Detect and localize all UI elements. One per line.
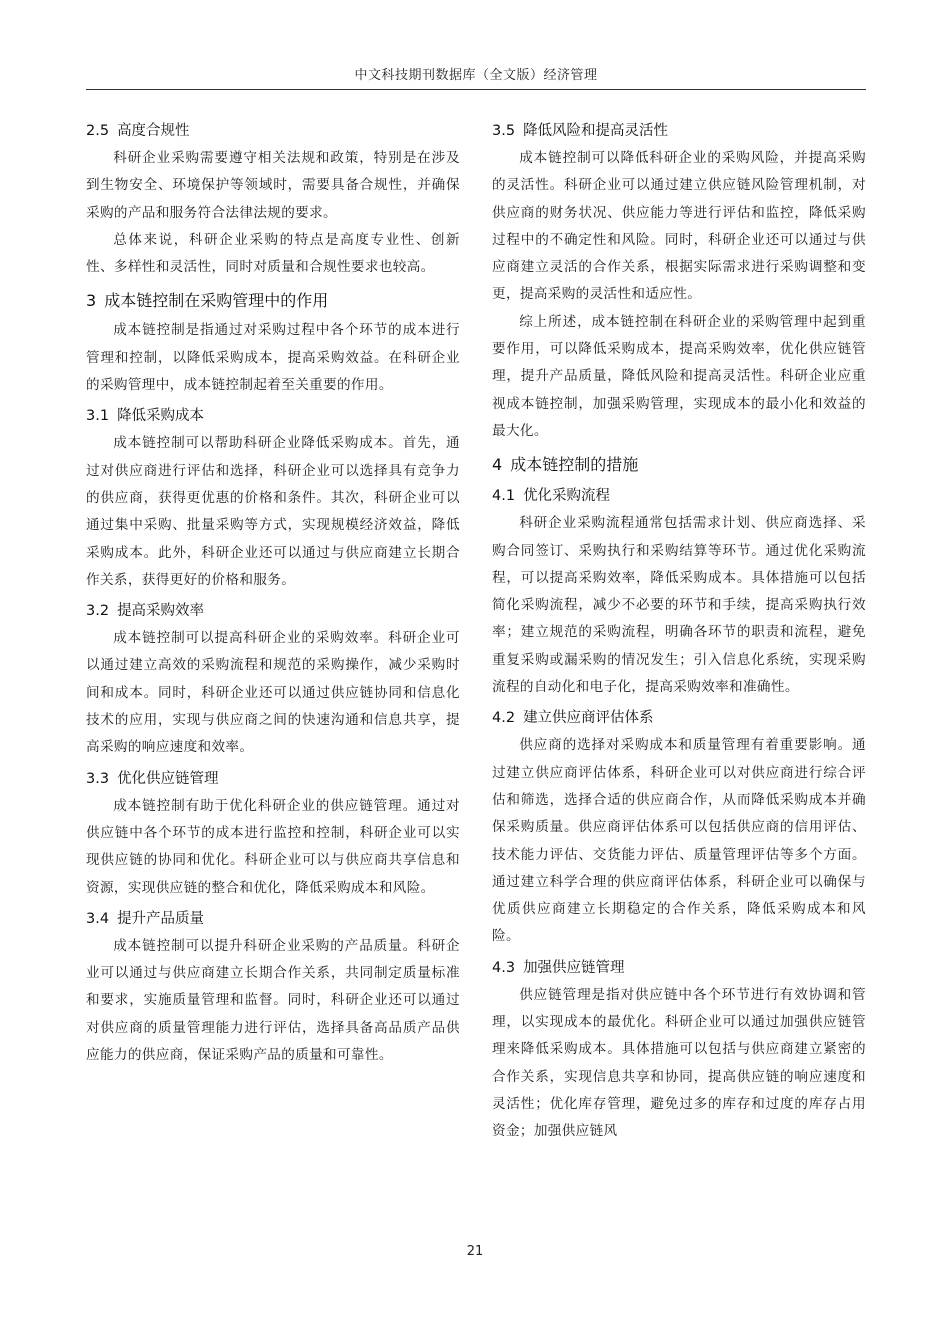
section-4-1-heading [492,483,866,509]
section-title: 加强供应链管理 [523,959,625,976]
section-title: 降低风险和提高灵活性 [523,123,669,139]
paragraph: 综上所述，成本链控制在科研企业的采购管理中起到重要作用，可以降低采购成本，提高采购效率，优化供应链管理，提升产品质量，降低风险和提高灵活性。科研企业应重视成本链控制，加强采购管理，实现成本的最小化和效益的最大化。 [492,313,866,439]
section-3-2-heading [86,598,460,624]
right-column [492,118,866,1146]
section-number: 2.5 [86,123,110,139]
section-number: 3.1 [86,408,110,425]
paragraph: 成本链控制有助于优化科研企业的供应链管理。通过对供应链中各个环节的成本进行监控和控制，科研企业可以实现供应链的协同和优化。科研企业可以与供应商共享信息和资源，实现供应链的整合和优化，降低采购成本和风险。 [86,797,460,896]
section-title: 建立供应商评估体系 [523,710,654,727]
paragraph: 总体来说，科研企业采购的特点是高度专业性、创新性、多样性和灵活性，同时对质量和合规性要求也较高。 [86,231,460,276]
section-title: 提升产品质量 [117,910,205,927]
section-2-5-heading [86,118,460,144]
section-title: 优化供应链管理 [117,770,219,787]
section-title: 高度合规性 [117,123,190,139]
section-number: 3.5 [492,123,516,139]
section-3-heading [86,287,460,315]
paragraph: 科研企业采购需要遵守相关法规和政策，特别是在涉及到生物安全、环境保护等领域时，需要具备合规性，并确保采购的产品和服务符合法律法规的要求。 [86,150,460,221]
section-number: 4.3 [492,959,516,976]
left-column [86,118,460,1069]
section-4-2-heading [492,705,866,731]
section-4-heading [492,451,866,479]
paragraph: 成本链控制可以提升科研企业采购的产品质量。科研企业可以通过与供应商建立长期合作关系，共同制定质量标准和要求，实施质量管理和监督。同时，科研企业还可以通过对供应商的质量管理能力进行评估，选择具备高品质产品供应能力的供应商，保证采购产品的质量和可靠性。 [86,937,460,1064]
paragraph: 科研企业采购流程通常包括需求计划、供应商选择、采购合同签订、采购执行和采购结算等环节。通过优化采购流程，可以提高采购效率，降低采购成本。具体措施可以包括简化采购流程，减少不必要的环节和手续，提高采购执行效率；建立规范的采购流程，明确各环节的职责和流程，避免重复采购或漏采购的情况发生；引入信息化系统，实现采购流程的自动化和电子化，提高采购效率和准确性。 [492,515,866,696]
section-3-1-heading [86,403,460,429]
section-title: 降低采购成本 [117,408,205,425]
paragraph: 供应商的选择对采购成本和质量管理有着重要影响。通过建立供应商评估体系，科研企业可以对供应商进行综合评估和筛选，选择合适的供应商合作，从而降低采购成本并确保采购质量。供应商评估体系可以包括供应商的信用评估、技术能力评估、交货能力评估、质量管理评估等多个方面。通过建立科学合理的供应商评估体系，科研企业可以确保与优质供应商建立长期稳定的合作关系，降低采购成本和风险。 [492,737,866,945]
paragraph: 供应链管理是指对供应链中各个环节进行有效协调和管理，以实现成本的最优化。科研企业可以通过加强供应链管理来降低采购成本。具体措施可以包括与供应商建立紧密的合作关系，实现信息共享和协同，提高供应链的响应速度和灵活性；优化库存管理，避免过多的库存和过度的库存占用资金；加强供应链风 [492,986,866,1140]
section-title: 提高采购效率 [117,603,205,620]
paragraph: 成本链控制可以降低科研企业的采购风险，并提高采购的灵活性。科研企业可以通过建立供应链风险管理机制，对供应商的财务状况、供应能力等进行评估和监控，降低采购过程中的不确定性和风险。同时，科研企业还可以通过与供应商建立灵活的合作关系，根据实际需求进行采购调整和变更，提高采购的灵活性和适应性。 [492,150,866,303]
section-number: 3.2 [86,603,110,620]
section-title: 成本链控制在采购管理中的作用 [104,291,329,311]
header-divider [86,89,866,90]
page-number: 21 [466,1244,484,1259]
section-number: 4.2 [492,710,516,727]
section-number: 4.1 [492,488,516,505]
section-number: 3.4 [86,910,110,927]
section-number: 4 [492,455,503,475]
section-title: 成本链控制的措施 [510,455,639,475]
section-3-5-heading [492,118,866,144]
section-4-3-heading [492,955,866,981]
section-3-3-heading [86,766,460,792]
section-3-4-heading [86,906,460,932]
journal-header: 中文科技期刊数据库（全文版）经济管理 [354,68,598,83]
paragraph: 成本链控制是指通过对采购过程中各个环节的成本进行管理和控制，以降低采购成本，提高采购效益。在科研企业的采购管理中，成本链控制起着至关重要的作用。 [86,322,460,394]
paragraph: 成本链控制可以提高科研企业的采购效率。科研企业可以通过建立高效的采购流程和规范的采购操作，减少采购时间和成本。同时，科研企业还可以通过供应链协同和信息化技术的应用，实现与供应商之间的快速沟通和信息共享，提高采购的响应速度和效率。 [86,630,460,756]
paragraph: 成本链控制可以帮助科研企业降低采购成本。首先，通过对供应商进行评估和选择，科研企业可以选择具有竞争力的供应商，获得更优惠的价格和条件。其次，科研企业可以通过集中采购、批量采购等方式，实现规模经济效益，降低采购成本。此外，科研企业还可以通过与供应商建立长期合作关系，获得更好的价格和服务。 [86,435,460,588]
section-number: 3 [86,291,97,311]
section-title: 优化采购流程 [523,488,611,505]
section-number: 3.3 [86,770,110,787]
